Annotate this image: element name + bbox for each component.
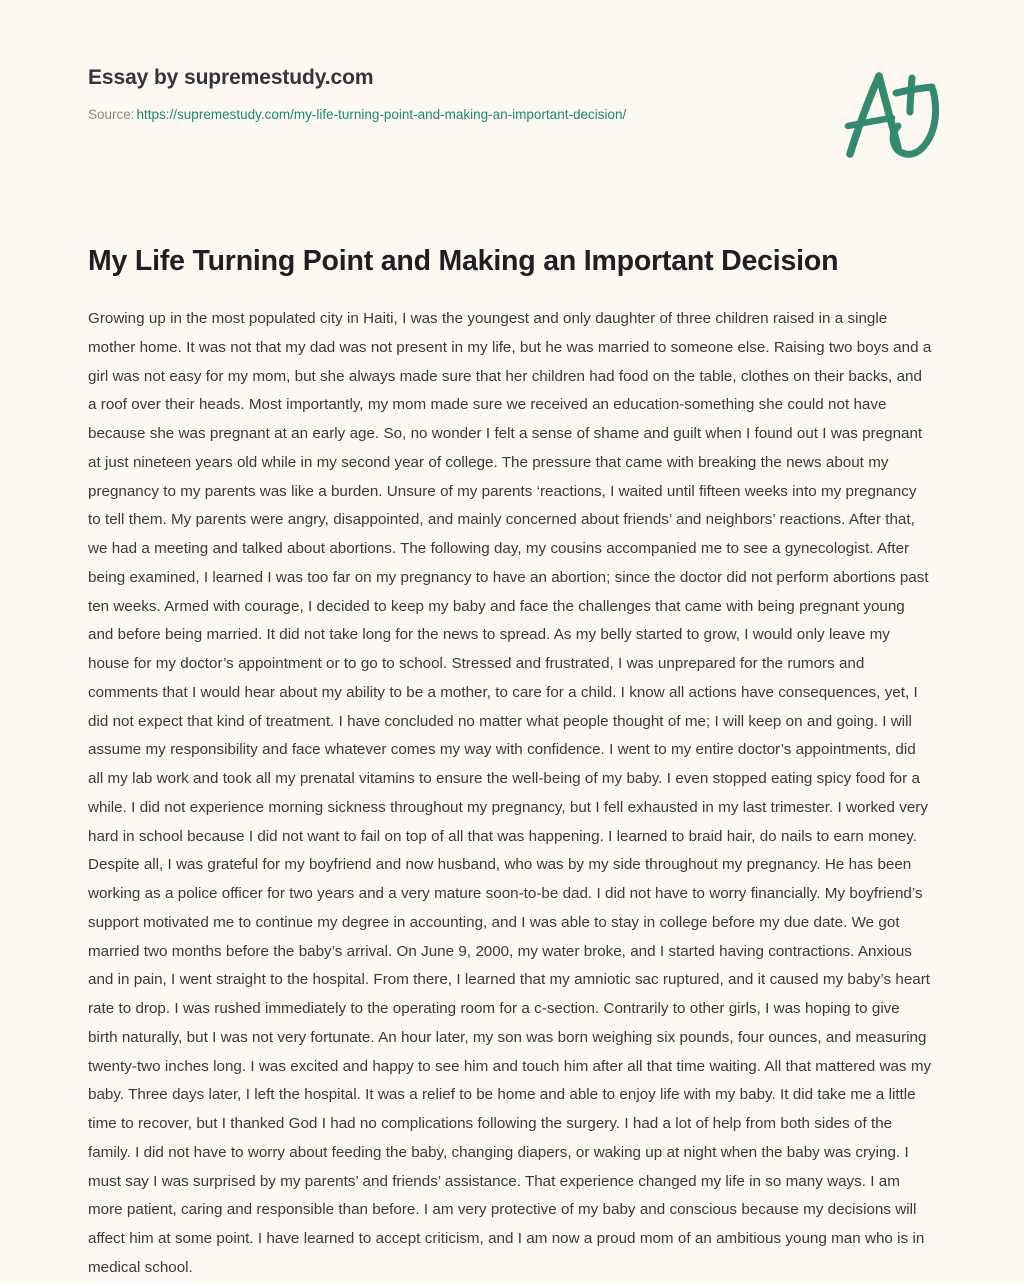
source-label: Source: (88, 107, 135, 122)
article (88, 243, 932, 1283)
source-line (88, 106, 936, 124)
article-body-text: Growing up in the most populated city in Haiti, I was the youngest and only daughter of three children raised in a single mother home. It was not that my dad was not present in my life, but he was married to someone else. Raising two boys and a girl was not easy for my mom, but she always made sure that her children had food on the table, clothes on their backs, and a roof over their heads. Most importantly, my mom made sure we received an education-something she could not have because she was pregnant at an early age. So, no wonder I felt a sense of shame and guilt when I found out I was pregnant at just nineteen years old while in my second year of college. The pressure that came with breaking the news about my pregnancy to my parents was like a burden. Unsure of my parents ‘reactions, I waited until fifteen weeks into my pregnancy to tell them. My parents were angry, disappointed, and mainly concerned about friends’ and neighbors’ reactions. After that, we had a meeting and talked about abortions. The following day, my cousins accompanied me to see a gynecologist. After being examined, I learned I was too far on my pregnancy to have an abortion; since the doctor did not perform abortions past ten weeks. Armed with courage, I decided to keep my baby and face the challenges that came with being pregnant young and before being married. It did not take long for the news to spread. As my belly started to grow, I would only leave my house for my doctor’s appointment or to go to school. Stressed and frustrated, I was unprepared for the rumors and comments that I would hear about my ability to be a mother, to care for a child. I know all actions have consequences, yet, I did not expect that kind of treatment. I have concluded no matter what people thought of me; I will keep on and going. I will assume my responsibility and face whatever comes my way with confidence. I went to my entire doctor’s appointments, did all my lab work and took all my prenatal vitamins to ensure the well-being of my baby. I even stopped eating spicy food for a while. I did not experience morning sickness throughout my pregnancy, but I fell exhausted in my last trimester. I worked very hard in school because I did not want to fail on top of all that was happening. I learned to braid hair, do nails to earn money. Despite all, I was grateful for my boyfriend and now husband, who was by my side throughout my pregnancy. He has been working as a police officer for two years and a very mature soon-to-be dad. I did not have to worry financially. My boyfriend’s support motivated me to continue my degree in accounting, and I was able to stay in college before my due date. We got married two months before the baby’s arrival. On June 9, 2000, my water broke, and I started having contractions. Anxious and in pain, I went straight to the hospital. From there, I learned that my amniotic sac ruptured, and it caused my baby’s heart rate to drop. I was rushed immediately to the operating room for a c-section. Contrarily to other girls, I was hoping to give birth naturally, but I was not very fortunate. An hour later, my son was born weighing six pounds, four ounces, and measuring twenty-two inches long. I was excited and happy to see him and touch him after all that time waiting. All that mattered was my baby. Three days later, I left the hospital. It was a relief to be home and able to enjoy life with my baby. It did take me a little time to recover, but I thanked God I had no complications following the surgery. I had a lot of help from both sides of the family. I did not have to worry about feeding the baby, changing diapers, or waking up at night when the baby was crying. I must say I was surprised by my parents’ and friends’ assistance. That experience changed my life in so many ways. I am more patient, caring and responsible than before. I am very protective of my baby and conscious because my decisions will affect him at some point. I have learned to accept criticism, and I am now a proud mom of an ambitious young man who is in medical school. (88, 310, 932, 1276)
document-header (88, 64, 936, 184)
site-heading: Essay by supremestudy.com (88, 66, 374, 89)
page-title: My Life Turning Point and Making an Important Decision (88, 245, 839, 277)
a-plus-logo-icon (832, 66, 950, 170)
source-url-link[interactable]: https://supremestudy.com/my-life-turning-point-and-making-an-important-decision/ (136, 107, 627, 122)
